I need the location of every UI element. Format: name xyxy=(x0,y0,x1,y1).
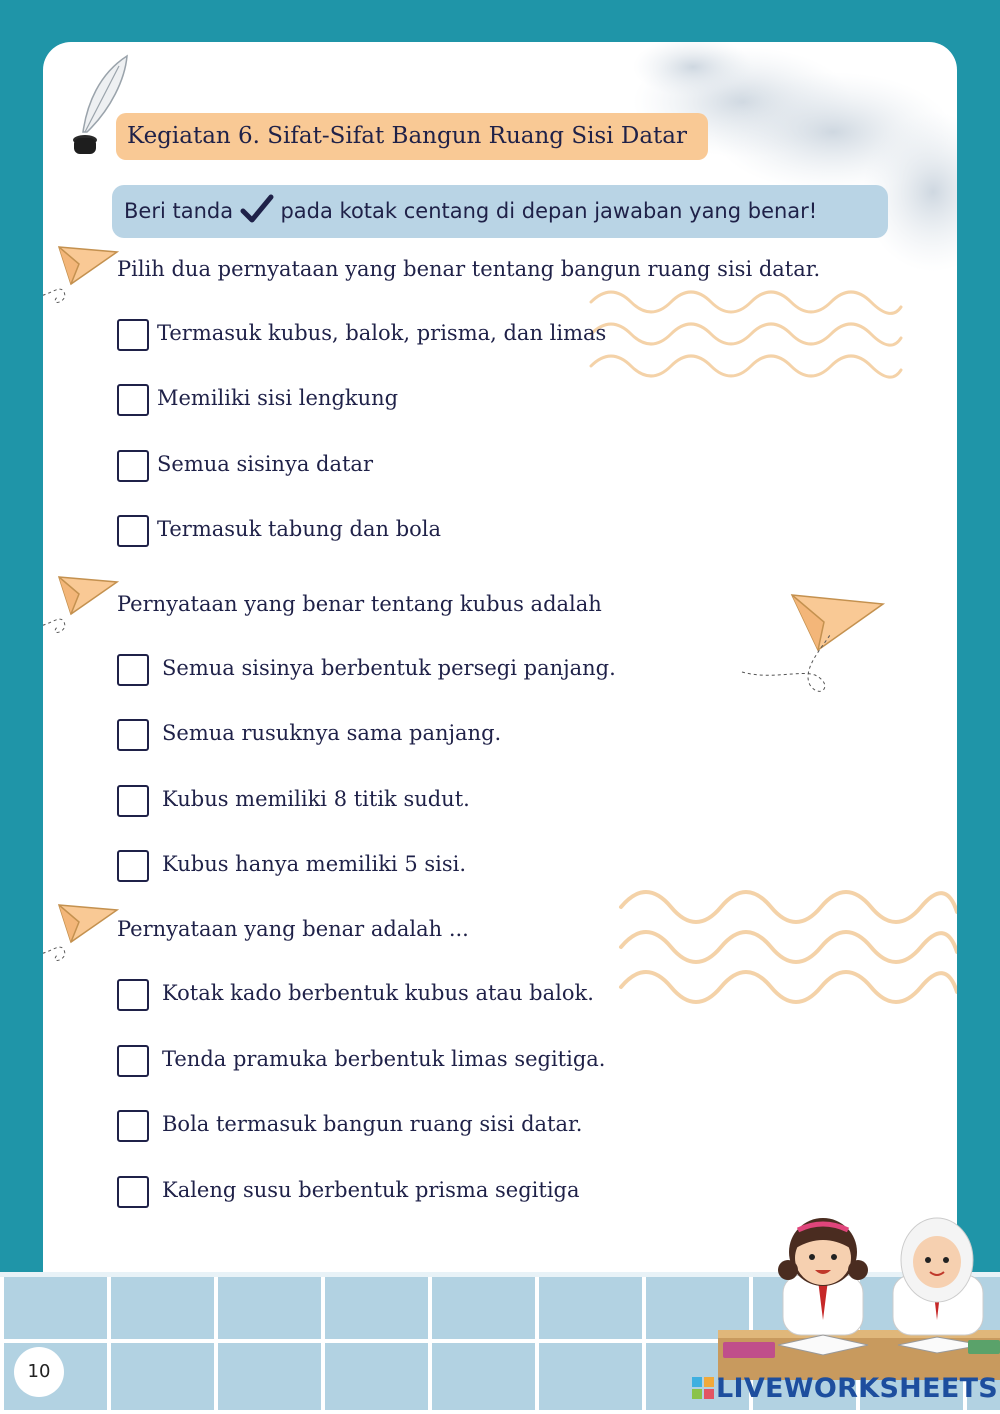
liveworksheets-logo xyxy=(692,1373,998,1407)
answer-checkbox[interactable] xyxy=(117,1045,149,1077)
option-text: Semua sisinya datar xyxy=(157,452,373,476)
option-text: Bola termasuk bangun ruang sisi datar. xyxy=(162,1112,583,1136)
option-row xyxy=(117,515,677,549)
option-text: Kubus hanya memiliki 5 sisi. xyxy=(162,852,467,876)
option-row xyxy=(117,1110,677,1144)
instruction-box xyxy=(112,185,888,238)
paper-plane-icon xyxy=(43,242,119,312)
option-row xyxy=(117,785,677,819)
activity-title: Kegiatan 6. Sifat-Sifat Bangun Ruang Sisi Datar xyxy=(116,113,708,160)
option-row xyxy=(117,1045,677,1079)
answer-checkbox[interactable] xyxy=(117,654,149,686)
question-3: Pernyataan yang benar adalah ... xyxy=(117,917,469,941)
option-row xyxy=(117,319,677,353)
answer-checkbox[interactable] xyxy=(117,785,149,817)
option-text: Memiliki sisi lengkung xyxy=(157,386,399,410)
answer-checkbox[interactable] xyxy=(117,850,149,882)
answer-checkbox[interactable] xyxy=(117,1176,149,1208)
option-text: Semua sisinya berbentuk persegi panjang. xyxy=(162,656,616,680)
cloud-decoration xyxy=(633,42,957,282)
option-text: Tenda pramuka berbentuk limas segitiga. xyxy=(162,1047,606,1071)
answer-checkbox[interactable] xyxy=(117,450,149,482)
worksheet-page xyxy=(43,42,957,1332)
liveworksheets-logo-icon xyxy=(692,1377,714,1399)
option-text: Semua rusuknya sama panjang. xyxy=(162,721,502,745)
option-row xyxy=(117,1176,677,1210)
option-row xyxy=(117,450,677,484)
checkmark-icon xyxy=(240,194,274,224)
option-text: Kotak kado berbentuk kubus atau balok. xyxy=(162,981,594,1005)
brand-text: LIVEWORKSHEETS xyxy=(716,1373,999,1404)
paper-plane-icon xyxy=(43,900,119,970)
answer-checkbox[interactable] xyxy=(117,719,149,751)
option-text: Termasuk tabung dan bola xyxy=(157,517,442,541)
question-1: Pilih dua pernyataan yang benar tentang bangun ruang sisi datar. xyxy=(117,257,821,281)
option-text: Kubus memiliki 8 titik sudut. xyxy=(162,787,470,811)
answer-checkbox[interactable] xyxy=(117,979,149,1011)
option-text: Termasuk kubus, balok, prisma, dan limas xyxy=(157,321,607,345)
answer-checkbox[interactable] xyxy=(117,384,149,416)
answer-checkbox[interactable] xyxy=(117,319,149,351)
option-row xyxy=(117,654,677,688)
answer-checkbox[interactable] xyxy=(117,515,149,547)
question-2: Pernyataan yang benar tentang kubus adalah xyxy=(117,592,602,616)
page-number: 10 xyxy=(14,1347,64,1397)
option-row xyxy=(117,850,677,884)
instruction-text-after: pada kotak centang di depan jawaban yang benar! xyxy=(280,199,818,223)
instruction-text-before: Beri tanda xyxy=(124,199,234,223)
students-illustration xyxy=(708,1210,1000,1380)
option-row xyxy=(117,719,677,753)
option-row xyxy=(117,384,677,418)
answer-checkbox[interactable] xyxy=(117,1110,149,1142)
paper-plane-icon xyxy=(740,590,890,700)
paper-plane-icon xyxy=(43,572,119,642)
option-text: Kaleng susu berbentuk prisma segitiga xyxy=(162,1178,580,1202)
option-row xyxy=(117,979,677,1013)
